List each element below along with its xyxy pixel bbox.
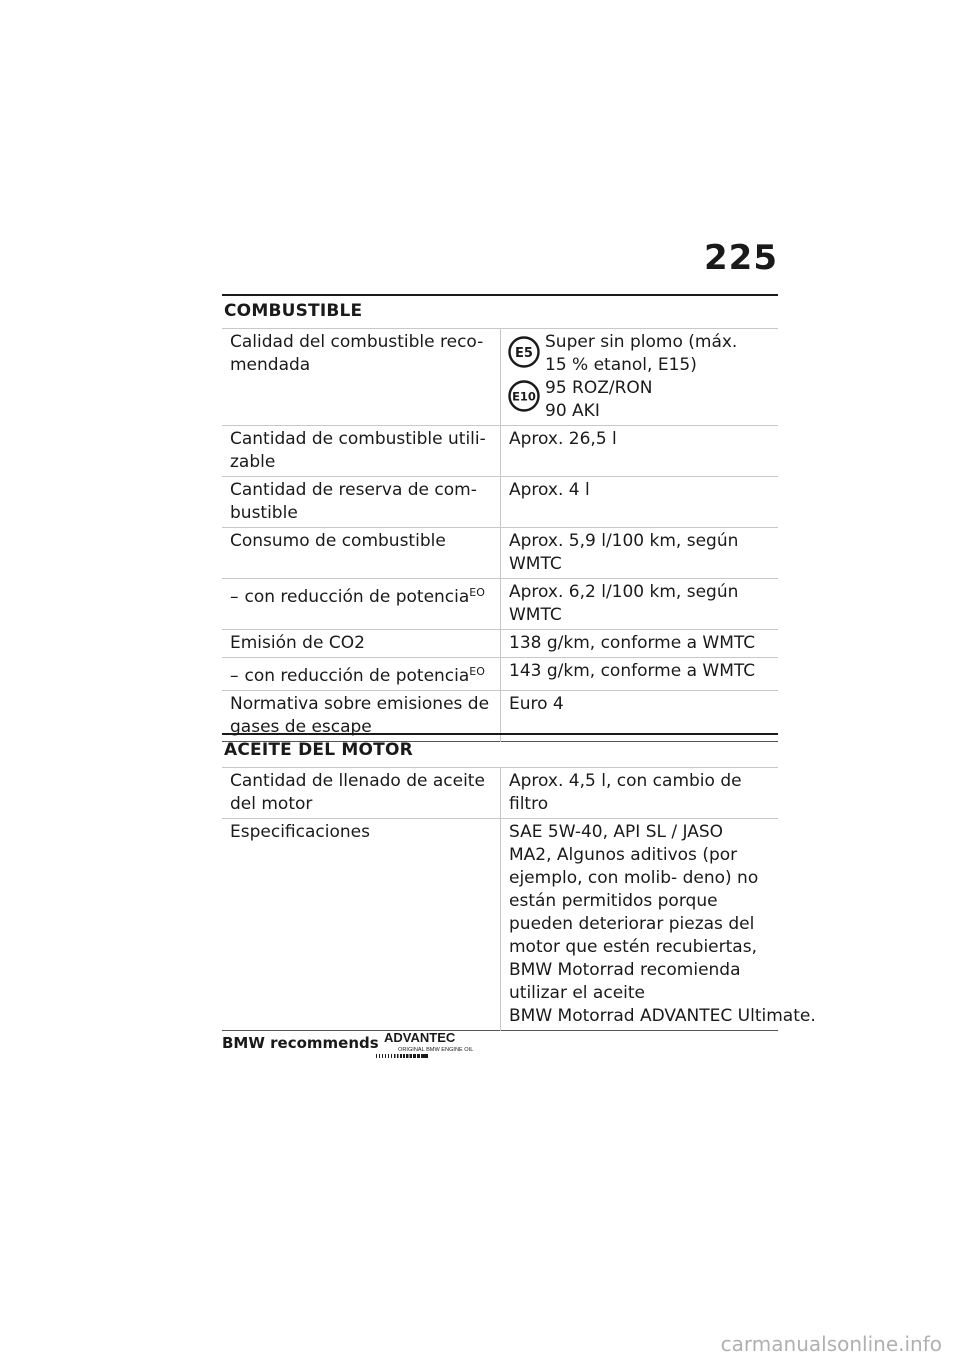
- table-row: [222, 819, 778, 1031]
- reserve-fuel-value: Aprox. 4 l: [509, 480, 590, 500]
- oil-spec-value: SAE 5W-40, API SL / JASO MA2, Algunos aditivos (por ejemplo, con molib- deno) no están permitidos porque pueden deteriorar piezas del motor que estén recubiertas, BMW Motorrad recomienda utilizar el aceite: [509, 822, 759, 1003]
- fuel-quality-line3: 95 ROZ/RON: [545, 378, 653, 398]
- usable-fuel-value: Aprox. 26,5 l: [509, 429, 617, 449]
- reserve-fuel-label: Cantidad de reserva de com- bustible: [222, 477, 501, 528]
- emission-norm-value: Euro 4: [509, 694, 564, 714]
- fuel-spec-table: [222, 328, 778, 742]
- reduced-power-consumption-label: – con reducción de potencia$^{EO}$: [222, 579, 501, 630]
- table-row: [222, 579, 778, 630]
- table-row: [222, 658, 778, 691]
- page-number: 225: [704, 238, 778, 278]
- section-title-oil: ACEITE DEL MOTOR: [224, 740, 413, 760]
- oil-spec-table: [222, 767, 816, 1031]
- co2-emission-label: Emisión de CO2: [222, 630, 501, 658]
- dash-icon: –: [230, 666, 239, 686]
- advantec-logo: [376, 1030, 476, 1060]
- reduced-power-emission-value: 143 g/km, conforme a WMTC: [509, 661, 756, 681]
- oil-spec-label: Especificaciones: [222, 819, 501, 1031]
- table-row: [222, 329, 778, 426]
- consumption-value: Aprox. 5,9 l/100 km, según WMTC: [509, 531, 739, 574]
- section-title-fuel: COMBUSTIBLE: [224, 301, 363, 321]
- bmw-recommends-label: BMW recommends: [222, 1034, 379, 1052]
- svg-text:ORIGINAL BMW ENGINE OIL: ORIGINAL BMW ENGINE OIL: [398, 1047, 474, 1053]
- fuel-quality-line2: 15 % etanol, E15): [545, 355, 697, 375]
- oil-section: [222, 733, 816, 1031]
- svg-text:E10: E10: [512, 389, 536, 404]
- e10-fuel-icon: [507, 379, 541, 413]
- emission-norm-label: Normativa sobre emisiones de gases de escape: [222, 691, 501, 742]
- dash-icon: –: [230, 587, 239, 607]
- e5-fuel-icon: [507, 335, 541, 369]
- oil-spec-last-line: BMW Motorrad ADVANTEC Ultimate.: [509, 1006, 816, 1026]
- watermark: carmanualsonline.info: [720, 1332, 942, 1356]
- fuel-quality-line4: 90 AKI: [545, 401, 600, 421]
- fuel-section: [222, 294, 778, 742]
- reduced-power-emission-label: – con reducción de potencia$^{EO}$: [222, 658, 501, 691]
- reduced-power-consumption-value: Aprox. 6,2 l/100 km, según WMTC: [509, 582, 739, 625]
- table-row: [222, 630, 778, 658]
- table-row: [222, 768, 778, 819]
- fuel-quality-value: [501, 329, 779, 426]
- table-row: [222, 528, 778, 579]
- table-row: [222, 426, 778, 477]
- svg-text:E5: E5: [515, 346, 533, 361]
- oil-spec-value-cell: [501, 819, 816, 1031]
- svg-text:ADVANTEC: ADVANTEC: [384, 1030, 456, 1045]
- oil-fill-label: Cantidad de llenado de aceite del motor: [222, 768, 501, 819]
- usable-fuel-label: Cantidad de combustible utili- zable: [222, 426, 501, 477]
- consumption-label: Consumo de combustible: [222, 528, 501, 579]
- oil-fill-value: Aprox. 4,5 l, con cambio de filtro: [509, 771, 742, 814]
- co2-emission-value: 138 g/km, conforme a WMTC: [509, 633, 756, 653]
- table-row: [222, 477, 778, 528]
- fuel-quality-label: Calidad del combustible reco- mendada: [222, 329, 501, 426]
- fuel-quality-line1: Super sin plomo (máx.: [545, 332, 738, 352]
